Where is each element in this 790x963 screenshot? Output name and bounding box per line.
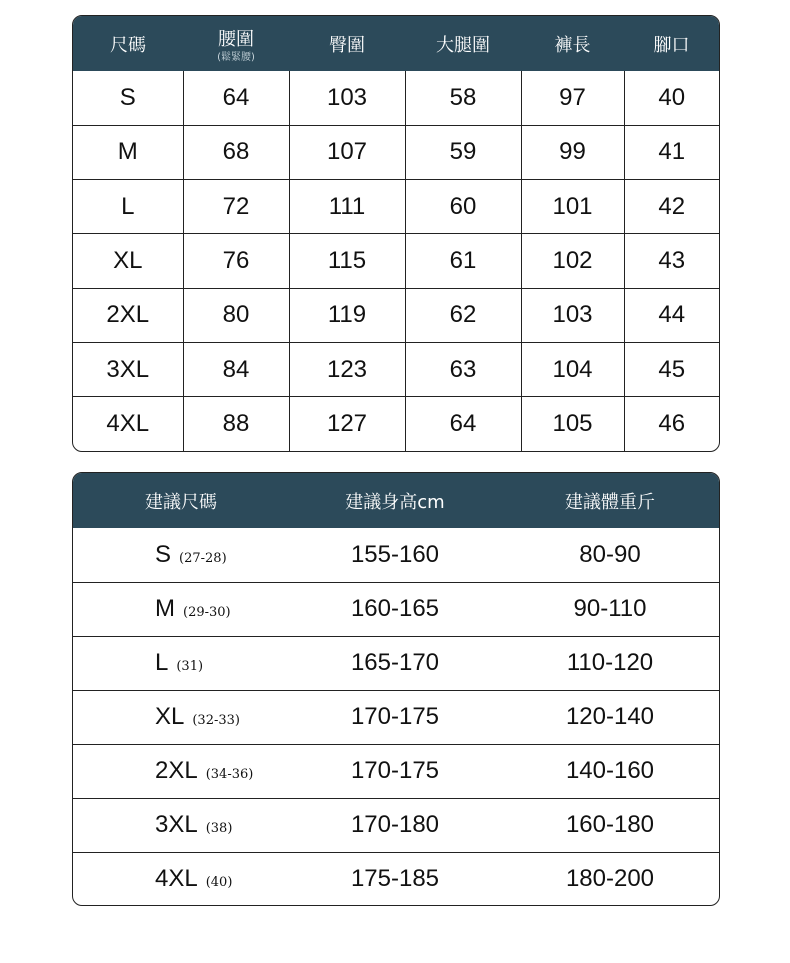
size-cell: 3XL (73, 342, 183, 396)
measure-cell: 46 (658, 410, 686, 438)
table-row (73, 528, 719, 582)
table-row (73, 342, 719, 396)
height-cell: 170-175 (289, 690, 501, 744)
size-cell (73, 798, 289, 852)
header-waist: 腰圍 (鬆緊腰) (183, 16, 289, 71)
measure-cell: 58 (405, 71, 521, 125)
measure-cell: 101 (521, 180, 624, 234)
height-cell: 170-180 (289, 798, 501, 852)
measure-cell: 84 (183, 342, 289, 396)
size-label: 3XL (155, 811, 198, 838)
weight-cell: 120-140 (501, 690, 719, 744)
table-row (73, 71, 719, 125)
measure-cell: 88 (183, 397, 289, 451)
size-label: L (155, 649, 169, 676)
weight-cell: 90-110 (501, 582, 719, 636)
weight-cell: 110-120 (501, 636, 719, 690)
table-row (73, 288, 719, 342)
table-header-row (73, 16, 719, 71)
size-cell (73, 852, 289, 906)
height-cell: 155-160 (289, 528, 501, 582)
measure-cell: 63 (405, 342, 521, 396)
weight-cell: 80-90 (501, 528, 719, 582)
measure-cell: 97 (521, 71, 624, 125)
size-range: (27-28) (179, 550, 227, 566)
size-cell: L (73, 180, 183, 234)
weight-cell: 140-160 (501, 744, 719, 798)
header-hem: 腳口 (653, 34, 690, 56)
size-cell: M (73, 125, 183, 179)
table-row (73, 744, 719, 798)
measure-cell: 80 (183, 288, 289, 342)
measure-cell: 60 (405, 180, 521, 234)
size-cell (73, 636, 289, 690)
table-row (73, 852, 719, 906)
measure-cell: 40 (624, 71, 719, 125)
measure-cell: 99 (521, 125, 624, 179)
table-row (73, 636, 719, 690)
measure-cell: 68 (183, 125, 289, 179)
size-label: XL (155, 703, 185, 730)
measure-cell: 43 (624, 234, 719, 288)
size-label: M (155, 595, 175, 622)
height-cell: 175-185 (350, 865, 440, 893)
table-row (73, 397, 719, 451)
measure-cell: 103 (521, 288, 624, 342)
measure-cell: 104 (521, 342, 624, 396)
weight-cell: 180-200 (565, 865, 655, 893)
measure-cell: 102 (521, 234, 624, 288)
height-cell: 165-170 (289, 636, 501, 690)
size-label: 4XL (155, 865, 198, 893)
measure-cell: 111 (289, 180, 405, 234)
size-range: (40) (205, 875, 233, 891)
size-cell (73, 744, 289, 798)
measure-cell: 105 (521, 397, 624, 451)
header-length: 褲長 (554, 34, 591, 56)
size-cell: 2XL (73, 288, 183, 342)
size-range: (38) (205, 821, 233, 836)
size-cell (73, 582, 289, 636)
size-label: 2XL (155, 757, 198, 784)
size-cell: 4XL (73, 397, 183, 451)
table-row (73, 798, 719, 852)
table-header-row (73, 473, 719, 528)
size-range: (32-33) (192, 713, 240, 728)
size-recommendation-table (72, 472, 720, 906)
height-cell: 170-175 (289, 744, 501, 798)
table-row (73, 234, 719, 288)
size-cell: S (73, 71, 183, 125)
height-cell: 160-165 (289, 582, 501, 636)
measure-cell: 61 (405, 234, 521, 288)
measure-cell: 42 (624, 180, 719, 234)
table-row (73, 180, 719, 234)
size-cell (73, 528, 289, 582)
measure-cell: 103 (289, 71, 405, 125)
header-recommended-size: 建議尺碼 (145, 491, 217, 513)
measure-cell: 76 (183, 234, 289, 288)
header-hip: 臀圍 (329, 34, 365, 56)
waist-note: (鬆緊腰) (217, 51, 255, 63)
size-range: (34-36) (205, 767, 254, 782)
size-range: (29-30) (183, 605, 231, 620)
table-row (73, 125, 719, 179)
measure-cell: 72 (183, 180, 289, 234)
measure-cell: 64 (183, 71, 289, 125)
size-label: S (155, 540, 172, 568)
size-cell (73, 690, 289, 744)
measure-cell: 41 (624, 125, 719, 179)
header-thigh: 大腿圍 (436, 34, 490, 56)
measure-cell: 59 (405, 125, 521, 179)
measure-cell: 127 (289, 397, 405, 451)
header-recommended-weight: 建議體重斤 (565, 491, 655, 513)
measure-cell: 62 (405, 288, 521, 342)
size-measurement-table (72, 15, 720, 452)
measure-cell: 123 (289, 342, 405, 396)
header-size: 尺碼 (110, 34, 146, 56)
measure-cell: 64 (405, 397, 521, 451)
size-range: (31) (176, 659, 204, 674)
measure-cell: 45 (624, 342, 719, 396)
size-cell: XL (73, 234, 183, 288)
measure-cell: 44 (624, 288, 719, 342)
header-recommended-height: 建議身高cm (345, 491, 445, 513)
table-row (73, 582, 719, 636)
table-row (73, 690, 719, 744)
measure-cell: 115 (289, 234, 405, 288)
measure-cell: 107 (289, 125, 405, 179)
measure-cell: 119 (289, 288, 405, 342)
weight-cell: 160-180 (501, 798, 719, 852)
